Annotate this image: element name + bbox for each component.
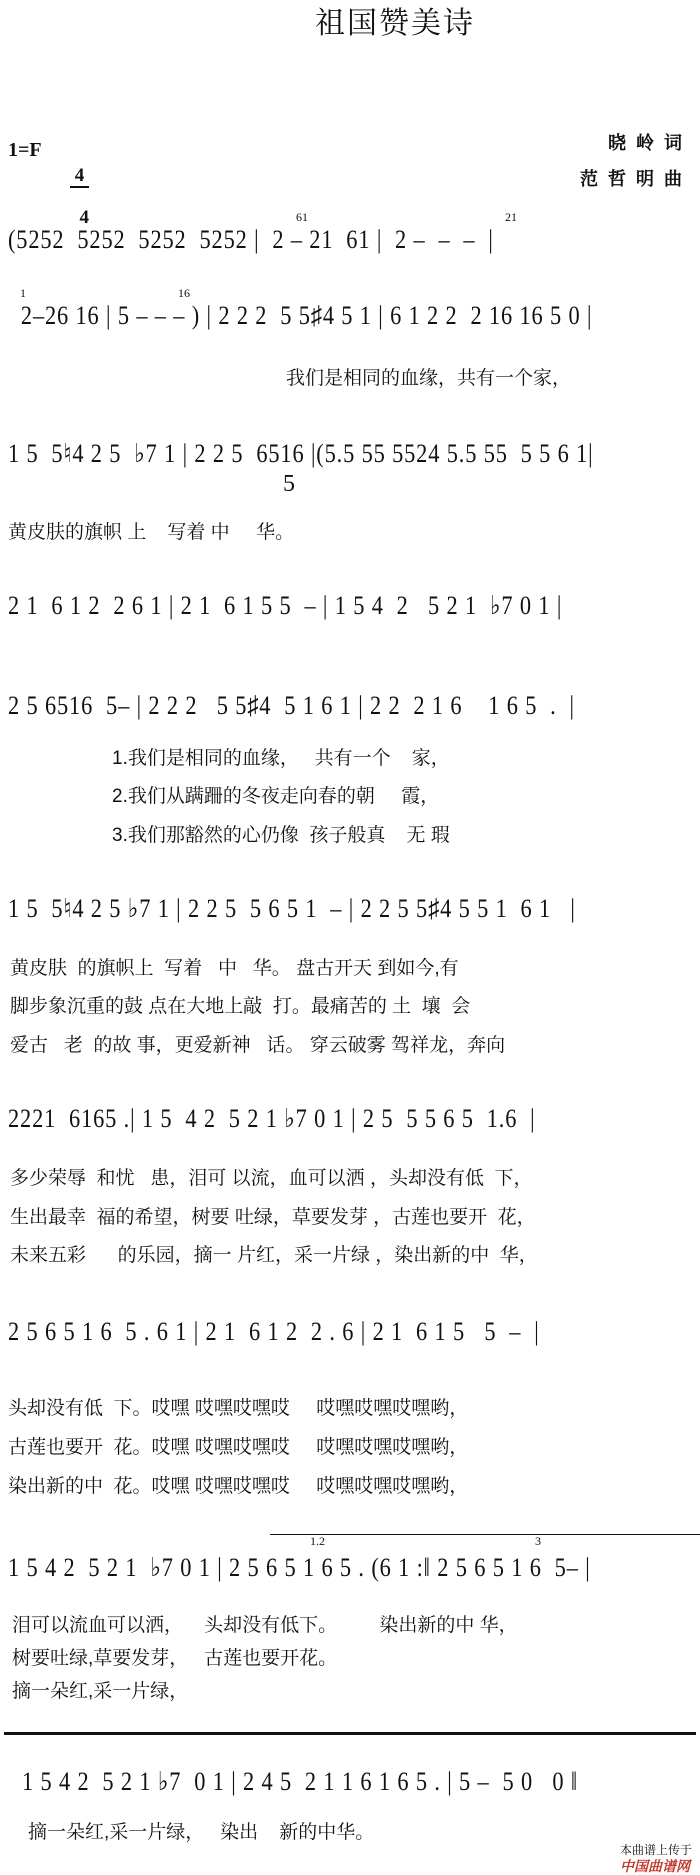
upload-credit-text: 本曲谱上传于: [619, 1843, 692, 1857]
score-row-5: 2 5 6516 5– | 2 2 2 5 5♯4 5 1 6 1 | 2 2 2 1 6 1 6 5 . |: [8, 691, 575, 720]
lyric-verse-1: 头却没有低 下。哎嘿 哎嘿哎嘿哎 哎嘿哎嘿哎嘿哟，: [8, 1398, 469, 1419]
time-signature-top: 4: [70, 166, 89, 188]
lyric-verse-2: 2.我们从蹒跚的冬夜走向春的朝 霞，: [112, 786, 440, 807]
time-signature: [70, 126, 89, 228]
lyric-verse-2: 树要吐绿,草要发芽， 古莲也要开花。: [12, 1648, 338, 1669]
lyric-verse-2: 脚步象沉重的鼓 点在大地上敲 打。最痛苦的 土 壤 会: [10, 996, 471, 1017]
lyric-verse-3: 摘一朵红,采一片绿，: [12, 1681, 189, 1702]
score-row-1: (5252 5252 5252 5252 | 2 – 21 61 | 2 – – – |: [8, 225, 494, 254]
grace-note: 16: [178, 286, 190, 300]
time-signature-bottom: 4: [79, 207, 89, 228]
upload-credit: [613, 1826, 692, 1875]
lyric-verse-2: 生出最幸 福的希望，树要 吐绿，草要发芽 ，古莲也要开 花，: [10, 1207, 536, 1228]
volta-bracket: 1.2: [270, 1534, 500, 1547]
lyricist-credit: 晓岭词: [608, 133, 692, 153]
volta-bracket: 3: [495, 1534, 700, 1547]
lyric-line: 摘一朵红,采一片绿， 染出 新的中华。: [28, 1822, 375, 1843]
site-logo: 中国曲谱网: [619, 1858, 690, 1874]
score-row-10: 1 5 4 2 5 2 1 ♭7 0 1 | 2 4 5 2 1 1 6 1 6 5 . | 5 – 5 0 0 ‖: [22, 1767, 578, 1796]
score-row-4: 2 1 6 1 2 2 6 1 | 2 1 6 1 5 5 – | 1 5 4 2 5 2 1 ♭7 0 1 |: [8, 591, 563, 620]
grace-note: 21: [505, 210, 517, 224]
composer-credit: 范哲明曲: [580, 169, 692, 189]
score-row-9: 1 5 4 2 5 2 1 ♭7 0 1 | 2 5 6 5 1 6 5 . (6 1 :‖ 2 5 6 5 1 6 5– |: [8, 1553, 591, 1582]
lyric-verse-1: 1.我们是相同的血缘， 共有一个 家，: [112, 748, 450, 769]
lyric-verse-1: 泪可以流血可以洒， 头却没有低下。 染出新的中 华，: [12, 1615, 518, 1636]
score-row-2: 2–26 16 | 5 – – – ) | 2 2 2 5 5♯4 5 1 | 6 1 2 2 2 16 16 5 0 |: [8, 301, 593, 330]
lyric-line: 黄皮肤的旗帜 上 写着 中 华。: [8, 522, 295, 543]
score-row-3: 1 5 5♮4 2 5 ♭7 1 | 2 2 5 6516 |(5.5 55 5524 5.5 55 5 5 6 1|: [8, 439, 594, 468]
song-title: 祖国赞美诗: [315, 7, 475, 40]
lyric-line: 我们是相同的血缘，共有一个家，: [286, 368, 572, 389]
score-row-6: 1 5 5♮4 2 5 ♭7 1 | 2 2 5 5 6 5 1 – | 2 2 5 5♯4 5 5 1 6 1 |: [8, 894, 576, 923]
grace-note: 61: [296, 210, 308, 224]
key-signature: 1=F: [8, 139, 42, 161]
lyric-verse-3: 3.我们那豁然的心仍像 孩子般真 无 瑕: [112, 825, 450, 846]
lyric-verse-3: 未来五彩 的乐园，摘一 片红，采一片绿 ，染出新的中 华，: [10, 1245, 538, 1266]
lyric-verse-1: 黄皮肤 的旗帜上 写着 中 华。 盘古开天 到如今,有: [10, 958, 459, 979]
lower-voice-note: 5: [283, 471, 295, 497]
lyric-verse-3: 染出新的中 花。哎嘿 哎嘿哎嘿哎 哎嘿哎嘿哎嘿哟，: [8, 1476, 469, 1497]
score-row-8: 2 5 6 5 1 6 5 . 6 1 | 2 1 6 1 2 2 . 6 | 2 1 6 1 5 5 – |: [8, 1317, 540, 1346]
score-row-7: 2221 6165 .| 1 5 4 2 5 2 1 ♭7 0 1 | 2 5 5 5 6 5 1.6 |: [8, 1104, 536, 1133]
section-rule: [4, 1732, 696, 1735]
lyric-verse-2: 古莲也要开 花。哎嘿 哎嘿哎嘿哎 哎嘿哎嘿哎嘿哟，: [8, 1437, 469, 1458]
grace-note: 1: [20, 286, 26, 300]
lyric-verse-1: 多少荣辱 和忧 患，泪可 以流，血可以洒 ，头却没有低 下，: [10, 1168, 533, 1189]
lyric-verse-3: 爱古 老 的故 事，更爱新神 话。 穿云破雾 驾祥龙，奔向: [10, 1035, 506, 1056]
